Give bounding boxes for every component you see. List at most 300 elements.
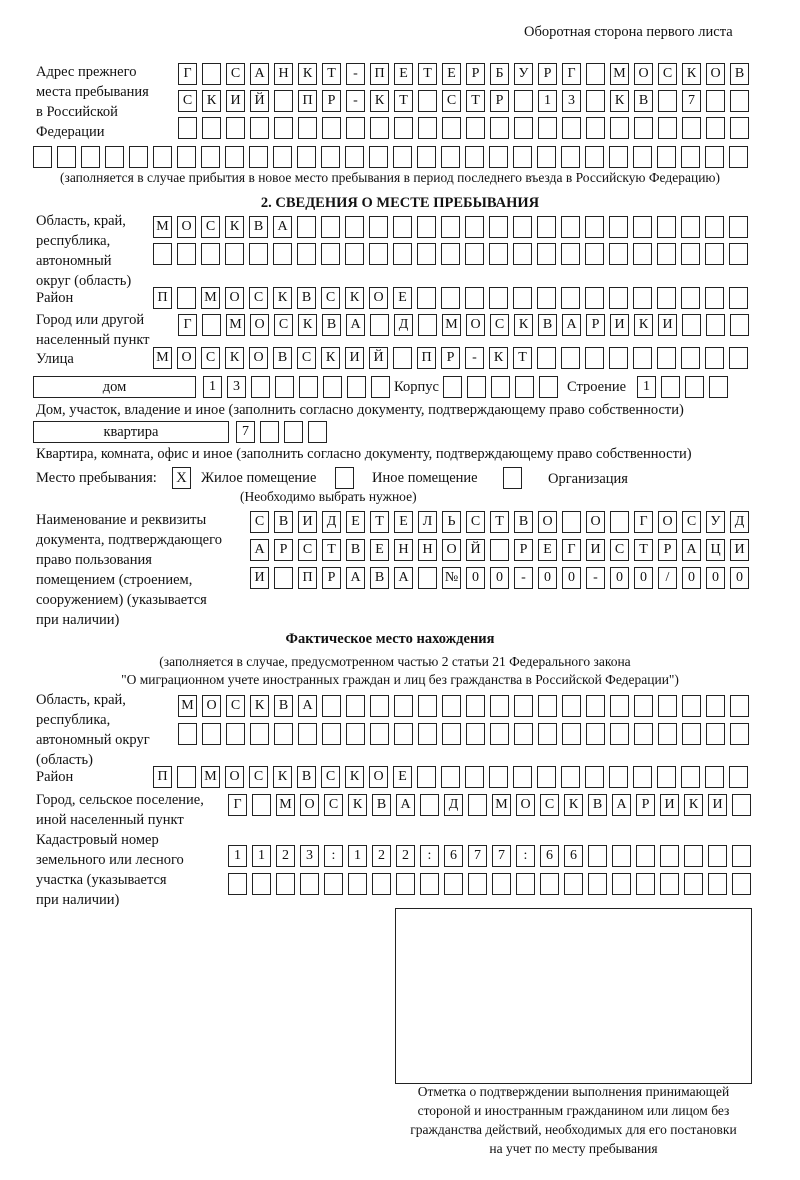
char-cell[interactable] xyxy=(370,314,389,336)
char-cell[interactable] xyxy=(273,243,292,265)
char-cell[interactable]: В xyxy=(346,539,365,561)
char-cell[interactable] xyxy=(418,695,437,717)
char-cell[interactable]: П xyxy=(153,287,172,309)
char-cell[interactable] xyxy=(202,117,221,139)
char-cell[interactable]: С xyxy=(201,347,220,369)
char-cell[interactable] xyxy=(202,63,221,85)
char-cell[interactable] xyxy=(681,347,700,369)
building-row[interactable] xyxy=(637,376,728,398)
char-cell[interactable] xyxy=(562,695,581,717)
char-cell[interactable] xyxy=(394,117,413,139)
char-cell[interactable]: Р xyxy=(274,539,293,561)
char-cell[interactable]: С xyxy=(297,347,316,369)
char-cell[interactable] xyxy=(657,146,676,168)
char-cell[interactable]: К xyxy=(489,347,508,369)
char-cell[interactable]: Г xyxy=(562,539,581,561)
char-cell[interactable]: - xyxy=(586,567,605,589)
char-cell[interactable]: 0 xyxy=(562,567,581,589)
char-cell[interactable]: К xyxy=(634,314,653,336)
char-cell[interactable] xyxy=(609,146,628,168)
char-cell[interactable] xyxy=(516,873,535,895)
char-cell[interactable] xyxy=(609,347,628,369)
char-cell[interactable]: 7 xyxy=(236,421,255,443)
char-cell[interactable] xyxy=(490,723,509,745)
char-cell[interactable]: И xyxy=(658,314,677,336)
char-cell[interactable] xyxy=(323,376,342,398)
char-cell[interactable] xyxy=(276,873,295,895)
char-cell[interactable] xyxy=(228,873,247,895)
char-cell[interactable] xyxy=(729,243,748,265)
char-cell[interactable] xyxy=(588,845,607,867)
char-cell[interactable]: О xyxy=(300,794,319,816)
document-row-2[interactable] xyxy=(250,539,749,561)
char-cell[interactable] xyxy=(417,216,436,238)
char-cell[interactable] xyxy=(585,287,604,309)
house-type-field[interactable]: дом xyxy=(33,376,196,398)
char-cell[interactable] xyxy=(708,845,727,867)
actual-region-row-1[interactable] xyxy=(178,695,749,717)
char-cell[interactable]: Е xyxy=(393,287,412,309)
char-cell[interactable] xyxy=(684,873,703,895)
char-cell[interactable] xyxy=(705,216,724,238)
char-cell[interactable] xyxy=(490,117,509,139)
char-cell[interactable]: Р xyxy=(658,539,677,561)
char-cell[interactable]: Г xyxy=(178,314,197,336)
char-cell[interactable] xyxy=(633,287,652,309)
char-cell[interactable] xyxy=(705,243,724,265)
char-cell[interactable]: С xyxy=(658,63,677,85)
char-cell[interactable]: Т xyxy=(466,90,485,112)
char-cell[interactable] xyxy=(260,421,279,443)
char-cell[interactable]: Р xyxy=(322,90,341,112)
char-cell[interactable]: 0 xyxy=(706,567,725,589)
char-cell[interactable] xyxy=(681,216,700,238)
char-cell[interactable] xyxy=(585,766,604,788)
char-cell[interactable]: М xyxy=(153,216,172,238)
char-cell[interactable] xyxy=(129,146,148,168)
char-cell[interactable]: М xyxy=(442,314,461,336)
char-cell[interactable] xyxy=(633,146,652,168)
char-cell[interactable]: 6 xyxy=(444,845,463,867)
char-cell[interactable]: У xyxy=(706,511,725,533)
char-cell[interactable]: С xyxy=(540,794,559,816)
char-cell[interactable] xyxy=(539,376,558,398)
char-cell[interactable] xyxy=(57,146,76,168)
char-cell[interactable]: К xyxy=(684,794,703,816)
char-cell[interactable]: Р xyxy=(586,314,605,336)
char-cell[interactable]: А xyxy=(273,216,292,238)
char-cell[interactable] xyxy=(513,216,532,238)
char-cell[interactable]: А xyxy=(394,567,413,589)
char-cell[interactable]: В xyxy=(730,63,749,85)
char-cell[interactable]: В xyxy=(634,90,653,112)
char-cell[interactable] xyxy=(537,766,556,788)
char-cell[interactable] xyxy=(705,766,724,788)
char-cell[interactable]: И xyxy=(345,347,364,369)
char-cell[interactable] xyxy=(561,216,580,238)
flat-number-row[interactable] xyxy=(236,421,327,443)
char-cell[interactable]: К xyxy=(225,347,244,369)
char-cell[interactable] xyxy=(489,766,508,788)
char-cell[interactable] xyxy=(418,90,437,112)
char-cell[interactable]: Й xyxy=(369,347,388,369)
char-cell[interactable]: Е xyxy=(394,511,413,533)
char-cell[interactable] xyxy=(514,90,533,112)
char-cell[interactable] xyxy=(153,146,172,168)
char-cell[interactable]: С xyxy=(298,539,317,561)
char-cell[interactable]: К xyxy=(298,63,317,85)
char-cell[interactable] xyxy=(730,314,749,336)
char-cell[interactable] xyxy=(610,511,629,533)
char-cell[interactable] xyxy=(394,723,413,745)
char-cell[interactable]: С xyxy=(274,314,293,336)
region-row-2[interactable] xyxy=(153,243,748,265)
char-cell[interactable] xyxy=(706,723,725,745)
char-cell[interactable] xyxy=(418,117,437,139)
char-cell[interactable]: Д xyxy=(730,511,749,533)
char-cell[interactable] xyxy=(201,243,220,265)
char-cell[interactable]: Д xyxy=(444,794,463,816)
char-cell[interactable] xyxy=(467,376,486,398)
char-cell[interactable] xyxy=(417,146,436,168)
char-cell[interactable] xyxy=(537,146,556,168)
char-cell[interactable] xyxy=(730,723,749,745)
char-cell[interactable] xyxy=(417,287,436,309)
char-cell[interactable] xyxy=(345,243,364,265)
char-cell[interactable] xyxy=(370,117,389,139)
char-cell[interactable] xyxy=(706,314,725,336)
char-cell[interactable] xyxy=(732,794,751,816)
char-cell[interactable]: К xyxy=(273,287,292,309)
char-cell[interactable] xyxy=(418,567,437,589)
char-cell[interactable]: 1 xyxy=(348,845,367,867)
char-cell[interactable] xyxy=(706,117,725,139)
char-cell[interactable]: Г xyxy=(634,511,653,533)
char-cell[interactable]: А xyxy=(396,794,415,816)
char-cell[interactable] xyxy=(585,216,604,238)
char-cell[interactable] xyxy=(586,695,605,717)
char-cell[interactable]: М xyxy=(226,314,245,336)
char-cell[interactable] xyxy=(658,723,677,745)
char-cell[interactable]: О xyxy=(658,511,677,533)
char-cell[interactable] xyxy=(468,873,487,895)
char-cell[interactable] xyxy=(249,243,268,265)
char-cell[interactable] xyxy=(658,117,677,139)
korpus-row[interactable] xyxy=(443,376,558,398)
char-cell[interactable]: С xyxy=(466,511,485,533)
char-cell[interactable]: П xyxy=(153,766,172,788)
char-cell[interactable]: О xyxy=(177,347,196,369)
char-cell[interactable] xyxy=(562,723,581,745)
prev-address-row-2[interactable] xyxy=(178,90,749,112)
char-cell[interactable] xyxy=(153,243,172,265)
char-cell[interactable] xyxy=(372,873,391,895)
char-cell[interactable]: А xyxy=(682,539,701,561)
char-cell[interactable]: М xyxy=(492,794,511,816)
char-cell[interactable]: О xyxy=(442,539,461,561)
char-cell[interactable]: 7 xyxy=(492,845,511,867)
char-cell[interactable] xyxy=(274,723,293,745)
char-cell[interactable]: Е xyxy=(394,63,413,85)
char-cell[interactable]: О xyxy=(369,766,388,788)
char-cell[interactable]: Н xyxy=(418,539,437,561)
char-cell[interactable]: О xyxy=(225,287,244,309)
actual-district-row[interactable] xyxy=(153,766,748,788)
char-cell[interactable]: Й xyxy=(466,539,485,561)
char-cell[interactable]: Т xyxy=(418,63,437,85)
char-cell[interactable] xyxy=(345,146,364,168)
char-cell[interactable]: И xyxy=(708,794,727,816)
char-cell[interactable] xyxy=(321,216,340,238)
char-cell[interactable]: К xyxy=(298,314,317,336)
char-cell[interactable]: К xyxy=(514,314,533,336)
char-cell[interactable] xyxy=(682,723,701,745)
char-cell[interactable] xyxy=(657,766,676,788)
char-cell[interactable] xyxy=(322,117,341,139)
char-cell[interactable] xyxy=(297,146,316,168)
char-cell[interactable] xyxy=(657,216,676,238)
char-cell[interactable]: Е xyxy=(346,511,365,533)
char-cell[interactable] xyxy=(465,243,484,265)
char-cell[interactable]: 2 xyxy=(276,845,295,867)
char-cell[interactable] xyxy=(177,243,196,265)
char-cell[interactable] xyxy=(297,216,316,238)
flat-type-field[interactable]: квартира xyxy=(33,421,229,443)
prev-address-row-1[interactable] xyxy=(178,63,749,85)
char-cell[interactable] xyxy=(514,695,533,717)
char-cell[interactable] xyxy=(730,695,749,717)
char-cell[interactable] xyxy=(442,695,461,717)
char-cell[interactable] xyxy=(466,695,485,717)
char-cell[interactable] xyxy=(371,376,390,398)
char-cell[interactable]: Г xyxy=(178,63,197,85)
char-cell[interactable]: С xyxy=(250,511,269,533)
char-cell[interactable]: А xyxy=(346,567,365,589)
char-cell[interactable] xyxy=(489,243,508,265)
char-cell[interactable]: 2 xyxy=(372,845,391,867)
char-cell[interactable] xyxy=(284,421,303,443)
char-cell[interactable]: 6 xyxy=(564,845,583,867)
char-cell[interactable] xyxy=(297,243,316,265)
char-cell[interactable] xyxy=(321,146,340,168)
char-cell[interactable]: О xyxy=(369,287,388,309)
char-cell[interactable] xyxy=(729,347,748,369)
char-cell[interactable]: А xyxy=(250,539,269,561)
char-cell[interactable] xyxy=(225,243,244,265)
char-cell[interactable] xyxy=(299,376,318,398)
char-cell[interactable]: О xyxy=(634,63,653,85)
char-cell[interactable]: Р xyxy=(322,567,341,589)
char-cell[interactable]: 3 xyxy=(562,90,581,112)
char-cell[interactable]: Т xyxy=(322,539,341,561)
char-cell[interactable] xyxy=(681,287,700,309)
char-cell[interactable]: Т xyxy=(513,347,532,369)
char-cell[interactable]: О xyxy=(538,511,557,533)
char-cell[interactable] xyxy=(609,287,628,309)
char-cell[interactable] xyxy=(489,216,508,238)
char-cell[interactable]: В xyxy=(273,347,292,369)
char-cell[interactable] xyxy=(249,146,268,168)
char-cell[interactable] xyxy=(634,723,653,745)
char-cell[interactable]: С xyxy=(490,314,509,336)
char-cell[interactable]: С xyxy=(249,287,268,309)
char-cell[interactable] xyxy=(465,216,484,238)
char-cell[interactable] xyxy=(346,117,365,139)
char-cell[interactable] xyxy=(441,287,460,309)
char-cell[interactable]: Г xyxy=(228,794,247,816)
char-cell[interactable] xyxy=(609,766,628,788)
char-cell[interactable]: / xyxy=(658,567,677,589)
char-cell[interactable]: : xyxy=(420,845,439,867)
char-cell[interactable]: Т xyxy=(370,511,389,533)
char-cell[interactable] xyxy=(105,146,124,168)
char-cell[interactable] xyxy=(250,723,269,745)
char-cell[interactable] xyxy=(513,287,532,309)
char-cell[interactable]: С xyxy=(324,794,343,816)
char-cell[interactable] xyxy=(274,117,293,139)
char-cell[interactable] xyxy=(491,376,510,398)
char-cell[interactable] xyxy=(33,146,52,168)
char-cell[interactable]: 0 xyxy=(730,567,749,589)
char-cell[interactable] xyxy=(562,511,581,533)
char-cell[interactable]: О xyxy=(706,63,725,85)
char-cell[interactable] xyxy=(537,243,556,265)
char-cell[interactable]: 1 xyxy=(637,376,656,398)
char-cell[interactable]: А xyxy=(250,63,269,85)
char-cell[interactable]: Р xyxy=(441,347,460,369)
char-cell[interactable] xyxy=(202,314,221,336)
char-cell[interactable]: А xyxy=(562,314,581,336)
char-cell[interactable] xyxy=(633,347,652,369)
prev-address-row-4[interactable] xyxy=(33,146,748,168)
prev-address-row-3[interactable] xyxy=(178,117,749,139)
char-cell[interactable] xyxy=(492,873,511,895)
char-cell[interactable] xyxy=(489,146,508,168)
char-cell[interactable] xyxy=(633,243,652,265)
char-cell[interactable] xyxy=(730,90,749,112)
char-cell[interactable] xyxy=(201,146,220,168)
char-cell[interactable] xyxy=(729,216,748,238)
char-cell[interactable]: К xyxy=(610,90,629,112)
char-cell[interactable]: М xyxy=(153,347,172,369)
char-cell[interactable] xyxy=(444,873,463,895)
char-cell[interactable]: А xyxy=(298,695,317,717)
char-cell[interactable] xyxy=(394,695,413,717)
char-cell[interactable] xyxy=(657,347,676,369)
char-cell[interactable] xyxy=(609,216,628,238)
char-cell[interactable]: П xyxy=(370,63,389,85)
char-cell[interactable] xyxy=(538,723,557,745)
char-cell[interactable]: 1 xyxy=(252,845,271,867)
char-cell[interactable] xyxy=(732,845,751,867)
cadastral-row-1[interactable] xyxy=(228,845,751,867)
char-cell[interactable] xyxy=(658,90,677,112)
char-cell[interactable] xyxy=(324,873,343,895)
char-cell[interactable]: Н xyxy=(274,63,293,85)
char-cell[interactable]: Р xyxy=(514,539,533,561)
char-cell[interactable]: О xyxy=(516,794,535,816)
char-cell[interactable] xyxy=(585,146,604,168)
char-cell[interactable]: : xyxy=(516,845,535,867)
char-cell[interactable]: С xyxy=(321,766,340,788)
char-cell[interactable]: В xyxy=(249,216,268,238)
char-cell[interactable] xyxy=(420,794,439,816)
char-cell[interactable]: 6 xyxy=(540,845,559,867)
char-cell[interactable]: О xyxy=(225,766,244,788)
char-cell[interactable]: К xyxy=(202,90,221,112)
char-cell[interactable] xyxy=(275,376,294,398)
char-cell[interactable]: Т xyxy=(634,539,653,561)
char-cell[interactable] xyxy=(705,146,724,168)
char-cell[interactable] xyxy=(708,873,727,895)
char-cell[interactable] xyxy=(442,723,461,745)
document-row-3[interactable] xyxy=(250,567,749,589)
char-cell[interactable] xyxy=(274,90,293,112)
char-cell[interactable] xyxy=(586,723,605,745)
char-cell[interactable]: С xyxy=(178,90,197,112)
district-row[interactable] xyxy=(153,287,748,309)
house-number-row[interactable] xyxy=(203,376,390,398)
char-cell[interactable]: В xyxy=(274,511,293,533)
char-cell[interactable]: 7 xyxy=(468,845,487,867)
char-cell[interactable] xyxy=(393,347,412,369)
char-cell[interactable]: О xyxy=(250,314,269,336)
char-cell[interactable] xyxy=(585,347,604,369)
char-cell[interactable] xyxy=(657,243,676,265)
char-cell[interactable]: - xyxy=(514,567,533,589)
char-cell[interactable] xyxy=(226,723,245,745)
char-cell[interactable] xyxy=(612,845,631,867)
char-cell[interactable]: Т xyxy=(490,511,509,533)
char-cell[interactable]: Л xyxy=(418,511,437,533)
char-cell[interactable] xyxy=(178,117,197,139)
char-cell[interactable] xyxy=(466,723,485,745)
actual-city-row[interactable] xyxy=(228,794,751,816)
char-cell[interactable]: О xyxy=(586,511,605,533)
char-cell[interactable]: Н xyxy=(394,539,413,561)
char-cell[interactable]: Г xyxy=(562,63,581,85)
char-cell[interactable] xyxy=(610,723,629,745)
char-cell[interactable]: 1 xyxy=(228,845,247,867)
char-cell[interactable]: С xyxy=(201,216,220,238)
char-cell[interactable] xyxy=(586,63,605,85)
char-cell[interactable] xyxy=(346,695,365,717)
char-cell[interactable] xyxy=(177,146,196,168)
char-cell[interactable]: 7 xyxy=(682,90,701,112)
cadastral-row-2[interactable] xyxy=(228,873,751,895)
char-cell[interactable] xyxy=(732,873,751,895)
char-cell[interactable] xyxy=(369,243,388,265)
char-cell[interactable] xyxy=(681,146,700,168)
char-cell[interactable]: О xyxy=(202,695,221,717)
char-cell[interactable]: К xyxy=(225,216,244,238)
char-cell[interactable] xyxy=(513,146,532,168)
char-cell[interactable]: В xyxy=(370,567,389,589)
char-cell[interactable] xyxy=(515,376,534,398)
char-cell[interactable] xyxy=(514,117,533,139)
char-cell[interactable] xyxy=(322,723,341,745)
char-cell[interactable] xyxy=(538,117,557,139)
char-cell[interactable]: В xyxy=(274,695,293,717)
char-cell[interactable]: Е xyxy=(370,539,389,561)
char-cell[interactable] xyxy=(466,117,485,139)
char-cell[interactable] xyxy=(346,723,365,745)
char-cell[interactable]: 1 xyxy=(203,376,222,398)
char-cell[interactable] xyxy=(514,723,533,745)
char-cell[interactable]: И xyxy=(226,90,245,112)
char-cell[interactable] xyxy=(561,766,580,788)
char-cell[interactable] xyxy=(636,845,655,867)
